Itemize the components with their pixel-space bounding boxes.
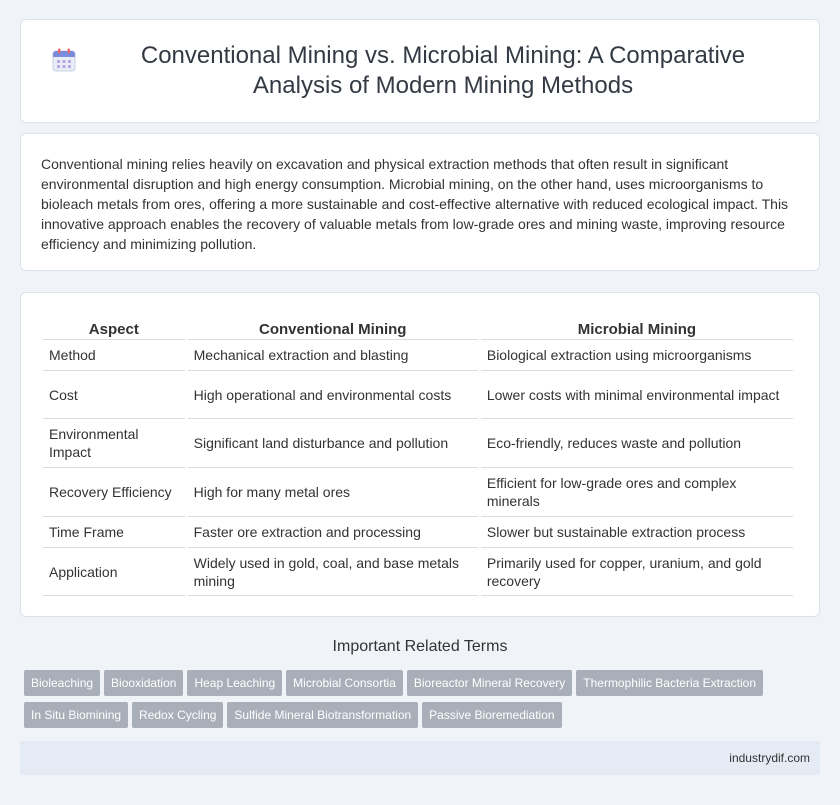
row-aspect: Time Frame — [43, 517, 185, 548]
page-title: Conventional Mining vs. Microbial Mining: A Comparative Analysis of Modern Mining Methods — [140, 42, 746, 99]
table-row — [43, 548, 793, 596]
row-conventional: Mechanical extraction and blasting — [188, 340, 478, 371]
row-conventional: Widely used in gold, coal, and base metals mining — [188, 548, 478, 596]
row-conventional: Significant land disturbance and pollution — [188, 419, 478, 468]
related-terms-tags — [24, 670, 820, 734]
row-conventional: Faster ore extraction and processing — [188, 517, 478, 548]
footer — [20, 741, 820, 775]
header-aspect: Aspect — [43, 313, 185, 340]
intro-card — [20, 133, 820, 271]
header-conventional: Conventional Mining — [188, 313, 478, 340]
calendar-icon — [51, 47, 77, 73]
comparison-table — [40, 313, 796, 596]
tag-bioleaching[interactable]: Bioleaching — [24, 670, 100, 696]
row-conventional: High for many metal ores — [188, 468, 478, 517]
row-microbial: Primarily used for copper, uranium, and gold recovery — [481, 548, 793, 596]
table-header-row — [43, 313, 793, 340]
table-row — [43, 371, 793, 419]
tag-heap-leaching[interactable]: Heap Leaching — [187, 670, 282, 696]
tag-passive-bioremediation[interactable]: Passive Bioremediation — [422, 702, 561, 728]
tag-microbial-consortia[interactable]: Microbial Consortia — [286, 670, 403, 696]
related-terms-heading: Important Related Terms — [332, 638, 508, 655]
title-card — [20, 19, 820, 123]
tag-redox-cycling[interactable]: Redox Cycling — [132, 702, 223, 728]
tag-thermophilic-bacteria-extraction[interactable]: Thermophilic Bacteria Extraction — [576, 670, 763, 696]
row-aspect: Recovery Efficiency — [43, 468, 185, 517]
footer-site-link[interactable]: industrydif.com — [729, 751, 810, 765]
comparison-table-card — [20, 292, 820, 617]
row-microbial: Efficient for low-grade ores and complex minerals — [481, 468, 793, 517]
row-microbial: Biological extraction using microorganisms — [481, 340, 793, 371]
table-row — [43, 517, 793, 548]
row-microbial: Eco-friendly, reduces waste and pollution — [481, 419, 793, 468]
table-row — [43, 419, 793, 468]
table-row — [43, 468, 793, 517]
table-row — [43, 340, 793, 371]
row-aspect: Method — [43, 340, 185, 371]
row-microbial: Slower but sustainable extraction process — [481, 517, 793, 548]
tag-in-situ-biomining[interactable]: In Situ Biomining — [24, 702, 128, 728]
row-aspect: Cost — [43, 371, 185, 419]
tag-bioreactor-mineral-recovery[interactable]: Bioreactor Mineral Recovery — [407, 670, 572, 696]
intro-paragraph: Conventional mining relies heavily on excavation and physical extraction methods that often result in significant environmental disruption and high energy consumption. Microbial mining, on the other hand, uses microorganisms to bioleach metals from ores, offering a more sustainable and cost-effective alternative with reduced ecological impact. This innovative approach enables the recovery of valuable metals from low-grade ores and mining waste, improving resource efficiency and minimizing pollution. — [41, 156, 789, 252]
row-aspect: Environmental Impact — [43, 419, 185, 468]
header-microbial: Microbial Mining — [481, 313, 793, 340]
row-conventional: High operational and environmental costs — [188, 371, 478, 419]
row-microbial: Lower costs with minimal environmental impact — [481, 371, 793, 419]
tag-sulfide-mineral-biotransformation[interactable]: Sulfide Mineral Biotransformation — [227, 702, 418, 728]
tag-biooxidation[interactable]: Biooxidation — [104, 670, 183, 696]
row-aspect: Application — [43, 548, 185, 596]
